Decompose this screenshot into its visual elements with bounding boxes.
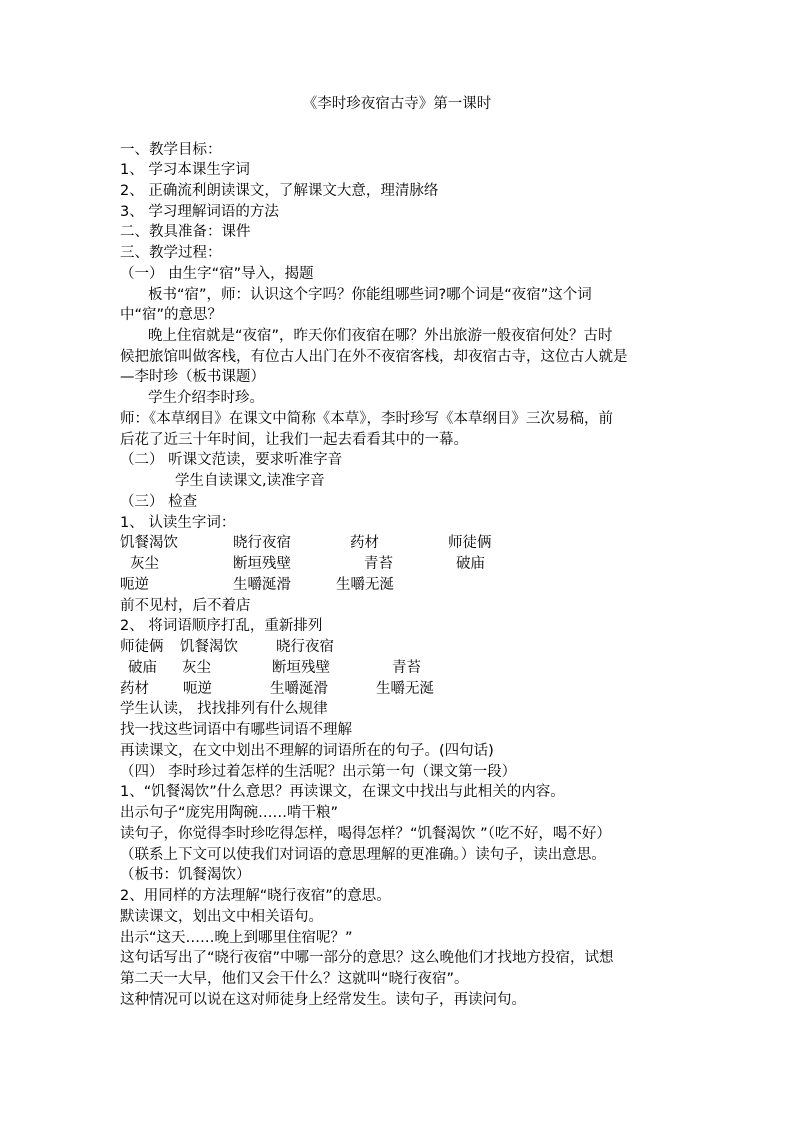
objective-item: 2、 正确流利朗读课文，了解课文大意，理清脉络 xyxy=(120,183,439,199)
word: 断垣残壁 xyxy=(233,556,291,572)
paragraph-line: 这种情况可以说在这对师徒身上经常发生。读句子，再读问句。 xyxy=(120,992,526,1008)
paragraph-line: 师：《本草纲目》在课文中简称《本草》，李时珍写《本草纲目》三次易稿，前 xyxy=(120,411,613,427)
paragraph-line: （板书：饥餐渴饮） xyxy=(120,867,251,883)
objective-item: 3、 学习理解词语的方法 xyxy=(120,204,279,220)
paragraph-line: 候把旅馆叫做客栈，有位古人出门在外不夜宿客栈，却夜宿古寺，这位古人就是 xyxy=(120,349,628,365)
word: 师徒俩 xyxy=(448,535,492,551)
paragraph-line: 2、用同样的方法理解“晓行夜宿”的意思。 xyxy=(120,888,391,904)
word: 生嚼无涎 xyxy=(336,577,394,593)
paragraph-line: 后花了近三十年时间，让我们一起去看看其中的一幕。 xyxy=(120,432,468,448)
word: 青苔 xyxy=(364,556,393,572)
word: 晓行夜宿 xyxy=(233,535,291,551)
paragraph-line: 出示“这天……晚上到哪里住宿呢？” xyxy=(120,930,353,946)
paragraph-line: 中“宿”的意思？ xyxy=(120,307,223,323)
word: 破庙 xyxy=(456,556,485,572)
paragraph-line: —李时珍（板书课题） xyxy=(120,369,265,385)
paragraph-line: 学生介绍李时珍。 xyxy=(148,390,264,406)
word: 破庙 xyxy=(128,660,157,676)
section-heading: 三、教学过程： xyxy=(120,245,222,261)
step-heading: （一） 由生字“宿”导入，揭题 xyxy=(120,266,314,282)
word: 青苔 xyxy=(392,660,421,676)
word: 生嚼无涎 xyxy=(376,681,434,697)
word: 灰尘 xyxy=(130,556,159,572)
step-heading: （二） 听课文范读，要求听准字音 xyxy=(120,452,343,468)
paragraph-line: 2、 将词语顺序打乱，重新排列 xyxy=(120,618,323,634)
section-heading: 二、教具准备：课件 xyxy=(120,224,251,240)
word: 呃逆 xyxy=(183,681,212,697)
word: 晓行夜宿 xyxy=(276,639,334,655)
step-heading: （四） 李时珍过着怎样的生活呢？出示第一句（课文第一段） xyxy=(120,764,517,780)
word: 生嚼涎滑 xyxy=(233,577,291,593)
objective-item: 1、 学习本课生字词 xyxy=(120,162,250,178)
paragraph-line: 晚上住宿就是“夜宿”，昨天你们夜宿在哪？外出旅游一般夜宿何处？古时 xyxy=(148,328,613,344)
paragraph-line: 出示句子“庞宪用陶碗……啃干粮” xyxy=(120,805,339,821)
paragraph-line: 再读课文，在文中划出不理解的词语所在的句子。(四句话) xyxy=(120,743,494,759)
paragraph-line: 读句子，你觉得李时珍吃得怎样，喝得怎样？“饥餐渴饮 ”（吃不好，喝不好） xyxy=(120,826,611,842)
word: 呃逆 xyxy=(120,577,149,593)
word: 饥餐渴饮 xyxy=(180,639,238,655)
paragraph-line: 学生自读课文,读准字音 xyxy=(175,473,325,489)
paragraph-line: 找一找这些词语中有哪些词语不理解 xyxy=(120,722,352,738)
paragraph-line: 1、“饥餐渴饮”什么意思？再读课文，在课文中找出与此相关的内容。 xyxy=(120,784,565,800)
word: 灰尘 xyxy=(182,660,211,676)
word: 师徒俩 xyxy=(120,639,164,655)
section-heading: 一、教学目标： xyxy=(120,142,222,158)
paragraph-line: 这句话写出了“晓行夜宿”中哪一部分的意思？这么晚他们才找地方投宿，试想 xyxy=(120,950,614,966)
step-heading: （三） 检查 xyxy=(120,494,198,510)
paragraph-line: 默读课文，划出文中相关语句。 xyxy=(120,909,323,925)
paragraph-line: 板书“宿”，师：认识这个字吗？你能组哪些词?哪个词是“夜宿”这个词 xyxy=(148,287,592,303)
document-title: 《李时珍夜宿古寺》第一课时 xyxy=(302,96,492,112)
paragraph-line: 第二天一大早，他们又会干什么？这就叫“晓行夜宿”。 xyxy=(120,971,469,987)
paragraph-line: 学生认读， 找找排列有什么规律 xyxy=(120,701,328,717)
paragraph-line: 1、 认读生字词： xyxy=(120,515,236,531)
word: 药材 xyxy=(350,535,379,551)
word: 断垣残壁 xyxy=(272,660,330,676)
paragraph-line: 前不见村，后不着店 xyxy=(120,598,251,614)
word: 饥餐渴饮 xyxy=(120,535,178,551)
word: 药材 xyxy=(120,681,149,697)
word: 生嚼涎滑 xyxy=(270,681,328,697)
paragraph-line: （联系上下文可以使我们对词语的意思理解的更准确。）读句子，读出意思。 xyxy=(120,847,606,863)
